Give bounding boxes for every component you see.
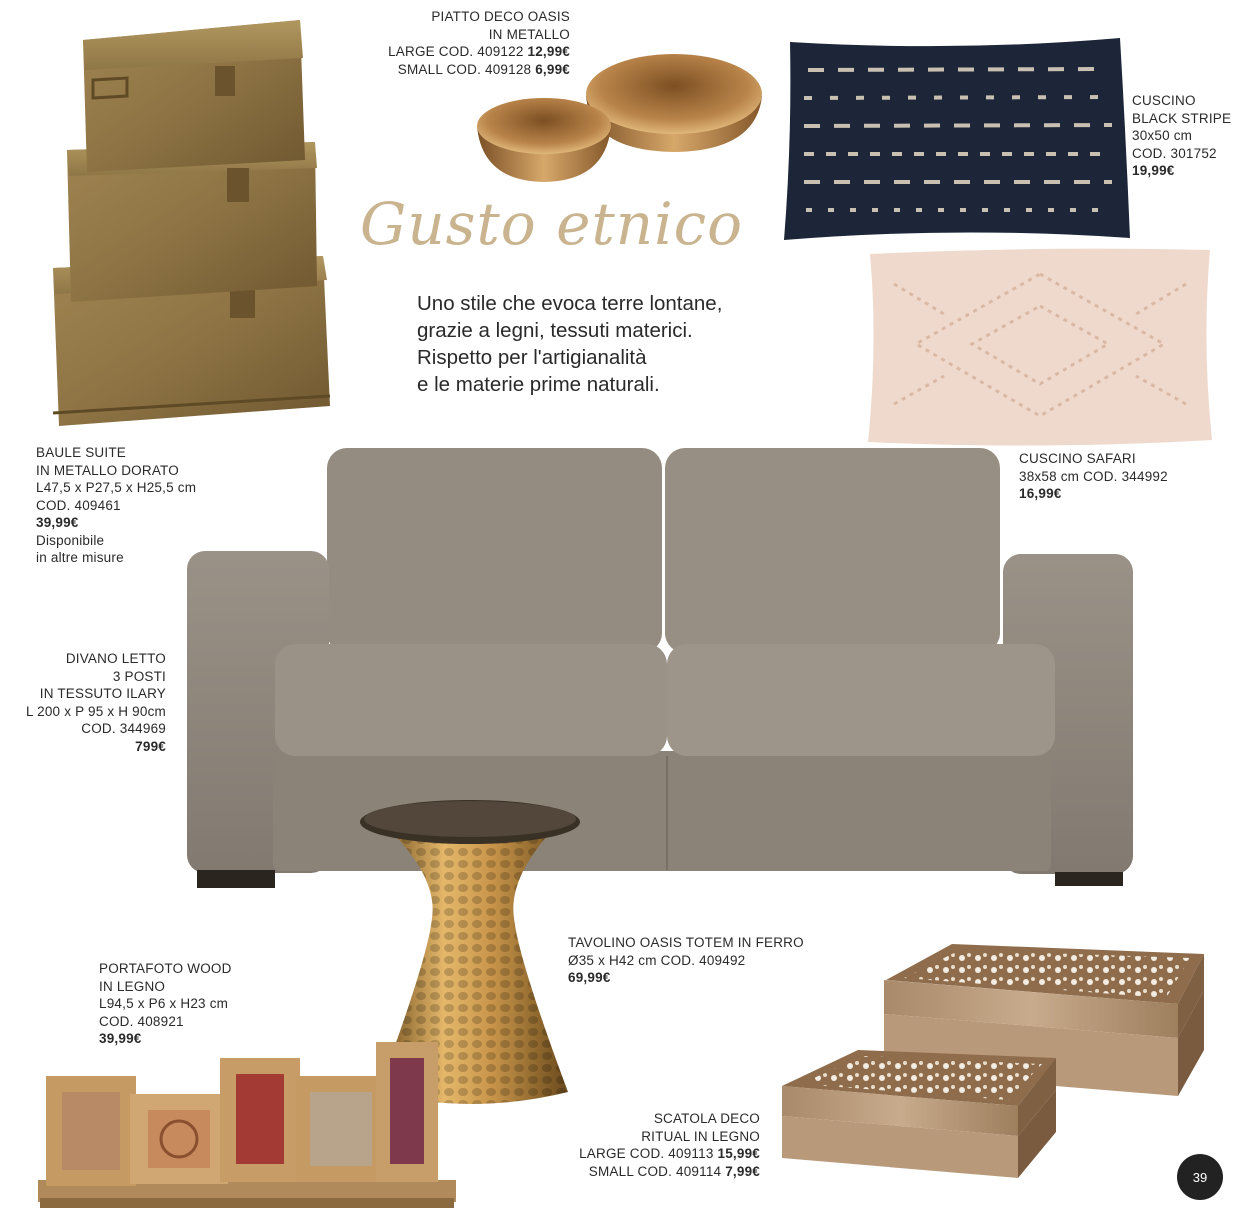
caption-price: 15,99€ [717,1146,760,1161]
caption-line: IN LEGNO [99,978,166,994]
caption-code: LARGE COD. 409122 [388,44,524,59]
intro-line: e le materie prime naturali. [417,373,660,396]
caption-code: SMALL COD. 409114 [588,1163,722,1179]
intro-line: Uno stile che evoca terre lontane, [417,292,723,315]
caption-code: LARGE COD. 409113 [579,1146,714,1161]
caption-line [330,61,570,79]
caption-line: TAVOLINO OASIS TOTEM IN FERRO [568,935,804,950]
caption-code: SMALL COD. 409128 [397,61,532,77]
caption-line: SCATOLA DECO [653,1111,760,1126]
caption-line: PIATTO DECO OASIS [431,9,570,24]
caption-price: 7,99€ [725,1163,760,1179]
caption-price: 19,99€ [1132,163,1175,178]
caption-cuscino-black-stripe [1132,92,1247,180]
sofa-image [185,446,1135,891]
caption-divano [2,650,166,755]
caption-line: L94,5 x P6 x H23 cm [99,996,229,1011]
caption-line: CUSCINO SAFARI [1019,451,1136,466]
caption-line: 30x50 cm [1132,128,1193,143]
caption-line: 38x58 cm COD. 344992 [1019,468,1168,484]
caption-line: BLACK STRIPE [1132,110,1232,126]
caption-line [520,1145,760,1163]
caption-line: Disponibile [36,532,105,548]
caption-line: CUSCINO [1132,93,1196,108]
caption-line: IN TESSUTO ILARY [39,686,166,701]
black-stripe-cushion-image [782,36,1132,244]
caption-line: COD. 301752 [1132,145,1217,161]
caption-price: 12,99€ [527,44,570,59]
caption-line: L47,5 x P27,5 x H25,5 cm [36,480,197,495]
caption-scatola [520,1110,760,1180]
intro-line: Rispetto per l'artigianalità [417,346,647,369]
caption-line: DIVANO LETTO [65,651,166,666]
caption-piatto [330,8,570,78]
caption-line: BAULE SUITE [36,445,126,460]
caption-line: 3 POSTI [112,668,166,684]
intro-text [417,290,722,398]
caption-line: COD. 344969 [81,721,166,736]
caption-tavolino [568,934,848,987]
caption-line: Ø35 x H42 cm COD. 409492 [568,952,746,968]
caption-line [520,1163,760,1181]
caption-price: 69,99€ [568,970,611,985]
caption-line: COD. 408921 [99,1013,184,1029]
caption-price: 39,99€ [36,515,79,530]
caption-price: 799€ [135,738,166,754]
caption-cuscino-safari [1019,450,1219,503]
page-number: 39 [1177,1154,1223,1200]
caption-line: in altre misure [36,550,124,565]
intro-line: grazie a legni, tessuti materici. [417,319,693,342]
caption-line: COD. 409461 [36,497,121,513]
caption-baule [36,444,296,567]
caption-line: IN METALLO [488,26,570,42]
caption-price: 39,99€ [99,1031,142,1046]
caption-line: IN METALLO DORATO [36,462,179,478]
caption-line: RITUAL IN LEGNO [641,1128,760,1144]
caption-portafoto [99,960,319,1048]
caption-line: L 200 x P 95 x H 90cm [25,703,166,719]
trunks-image [45,18,340,433]
page-title: Gusto etnico [360,190,744,258]
caption-price: 6,99€ [535,61,570,77]
photo-frames-image [38,1040,458,1212]
caption-price: 16,99€ [1019,486,1062,501]
caption-line: PORTAFOTO WOOD [99,961,232,976]
safari-cushion-image [864,244,1216,446]
caption-line [330,43,570,61]
